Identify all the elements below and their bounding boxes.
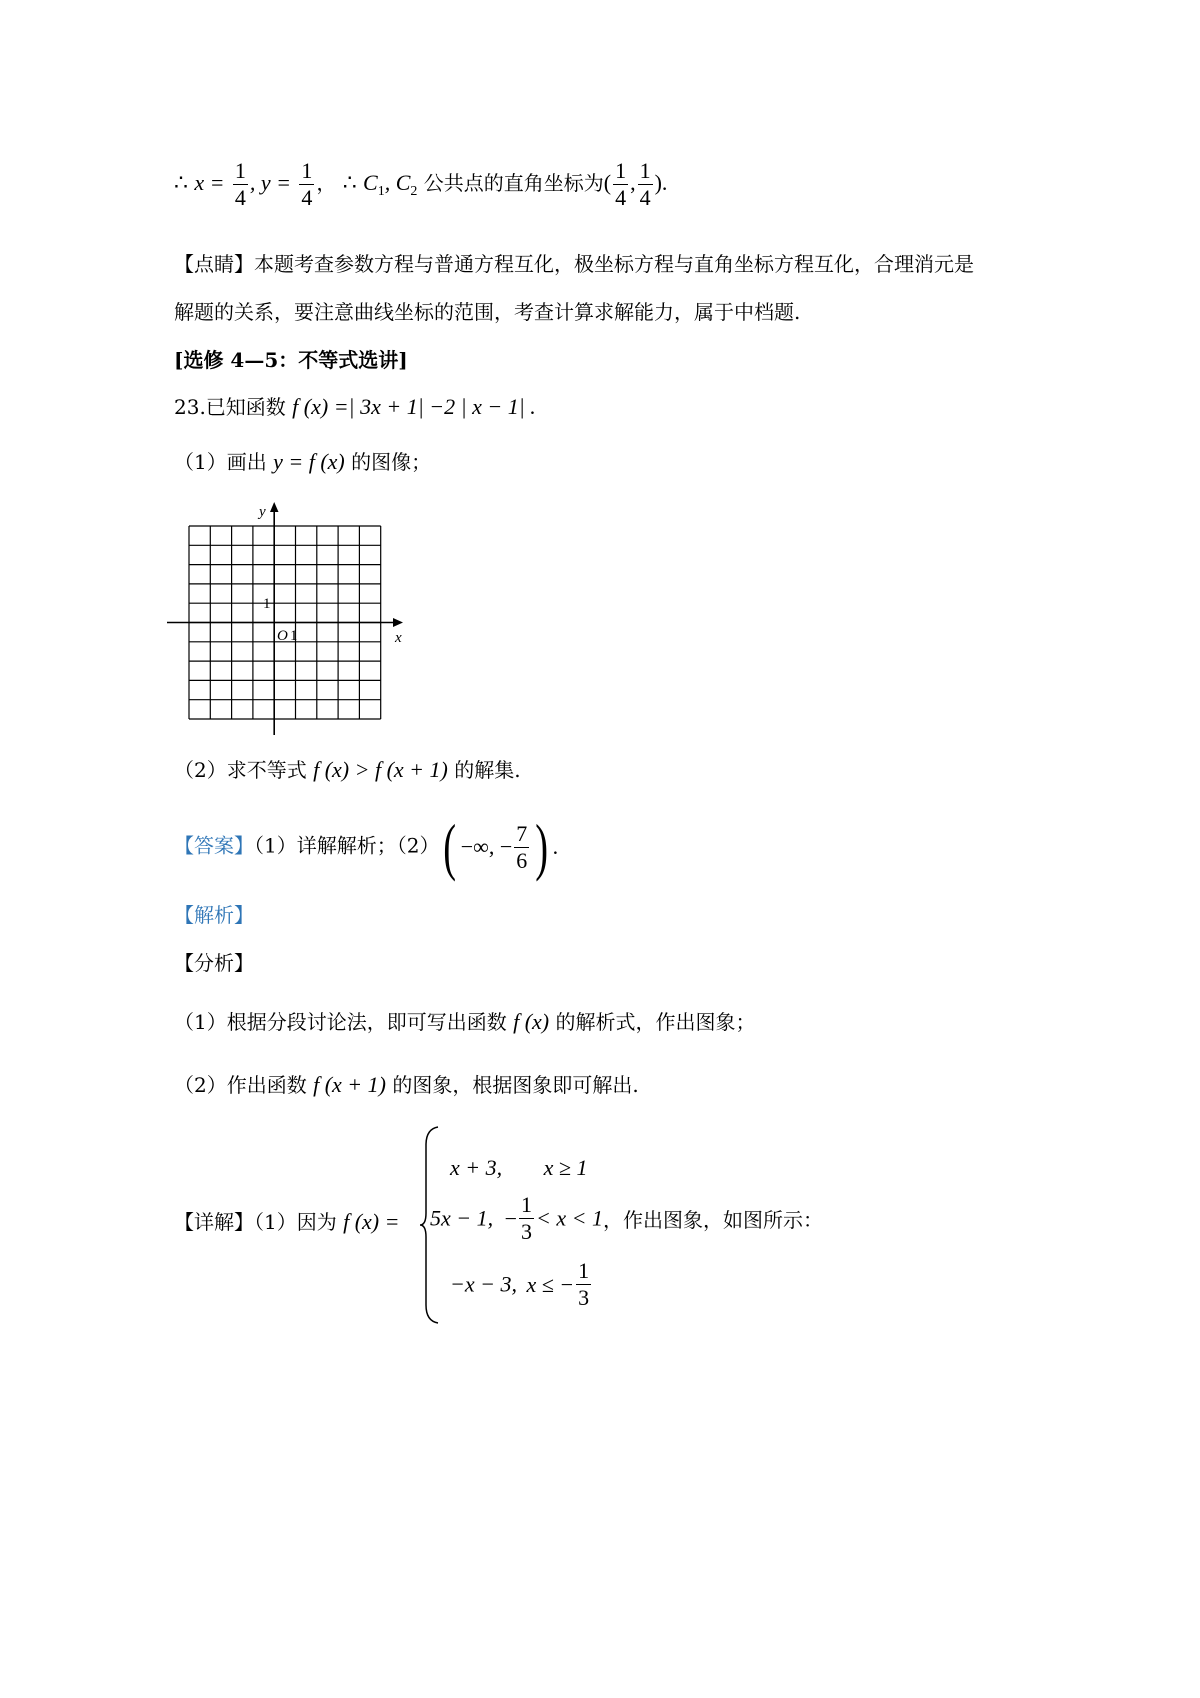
fraction-quarter-2: $\frac{1}{4}$ bbox=[301, 158, 313, 210]
case-1: x + 3, x ≥ 1 bbox=[450, 1155, 588, 1180]
fenxi-line-2: （2）作出函数 f (x + 1) 的图象，根据图象即可解出. bbox=[174, 1072, 639, 1097]
answer-fraction: $\frac{7}{6}$ bbox=[516, 820, 528, 873]
y-unit-label: 1 bbox=[263, 596, 271, 612]
problem-part1: （1）画出 y = f (x) 的图像； bbox=[174, 449, 432, 474]
point-y-fraction: $\frac{1}{4}$ bbox=[639, 158, 651, 210]
y-axis-label: y bbox=[259, 504, 266, 520]
fenxi-tag: 【分析】 bbox=[174, 951, 254, 975]
analysis-tag: 【解析】 bbox=[174, 903, 254, 927]
detail-prefix: 【详解】（1）因为 f (x) = bbox=[174, 1209, 400, 1234]
section-title: [选修 4—5：不等式选讲] bbox=[174, 348, 408, 372]
case3-fraction: $\frac{1}{3}$ bbox=[578, 1258, 590, 1310]
x-unit-label: 1 bbox=[290, 628, 298, 644]
problem-stem: 23.已知函数 f (x) =| 3x + 1| −2 | x − 1| . bbox=[174, 394, 536, 419]
fenxi-line-1: （1）根据分段讨论法，即可写出函数 f (x) 的解析式，作出图象； bbox=[174, 1009, 756, 1034]
comment-line-1: 【点睛】本题考查参数方程与普通方程互化，极坐标方程与直角坐标方程互化，合理消元是 bbox=[174, 252, 974, 276]
fraction-quarter: $\frac{1}{4}$ bbox=[234, 158, 246, 210]
point-x-fraction: $\frac{1}{4}$ bbox=[615, 158, 627, 210]
case-2: 5x − 1, − $\frac{1}{3}$ < x < 1，作出图象，如图所示： bbox=[430, 1192, 824, 1244]
y-axis-arrow bbox=[270, 502, 279, 512]
x-axis-arrow bbox=[393, 618, 403, 627]
y-equals: , y = bbox=[249, 170, 291, 195]
result-line: ∴ x = $\frac{1}{4}$ , y = $\frac{1}{4}$ ， ∴ $C_1$, $C_2$ 公共点的直角坐标为( $\frac{1}{4}$ , $\frac{1}{4}$ ). bbox=[174, 158, 668, 210]
therefore-symbol-2: ∴ bbox=[342, 170, 357, 195]
result-text: 公共点的直角坐标为 bbox=[417, 171, 604, 195]
case2-fraction: $\frac{1}{3}$ bbox=[521, 1192, 533, 1244]
curve-c2: , $C_2$ bbox=[384, 170, 418, 199]
origin-label: O bbox=[277, 628, 288, 644]
x-equals: x = bbox=[194, 170, 225, 195]
coordinate-grid bbox=[165, 500, 445, 750]
function-definition: f (x) =| 3x + 1| −2 | x − 1| . bbox=[292, 394, 536, 419]
x-axis-label: x bbox=[395, 630, 402, 646]
problem-part2: （2）求不等式 f (x) > f (x + 1) 的解集. bbox=[174, 757, 521, 782]
answer-line: 【答案】（1）详解解析；（2）( −∞, − $\frac{7}{6}$ ) . bbox=[174, 811, 559, 882]
comment-line-2: 解题的关系，要注意曲线坐标的范围，考查计算求解能力，属于中档题. bbox=[174, 300, 801, 324]
answer-tag: 【答案】 bbox=[174, 833, 254, 858]
case-3: −x − 3, x ≤ − $\frac{1}{3}$ bbox=[450, 1258, 590, 1310]
therefore-symbol: ∴ bbox=[174, 170, 188, 195]
curve-c1: $C_1$ bbox=[363, 170, 385, 199]
